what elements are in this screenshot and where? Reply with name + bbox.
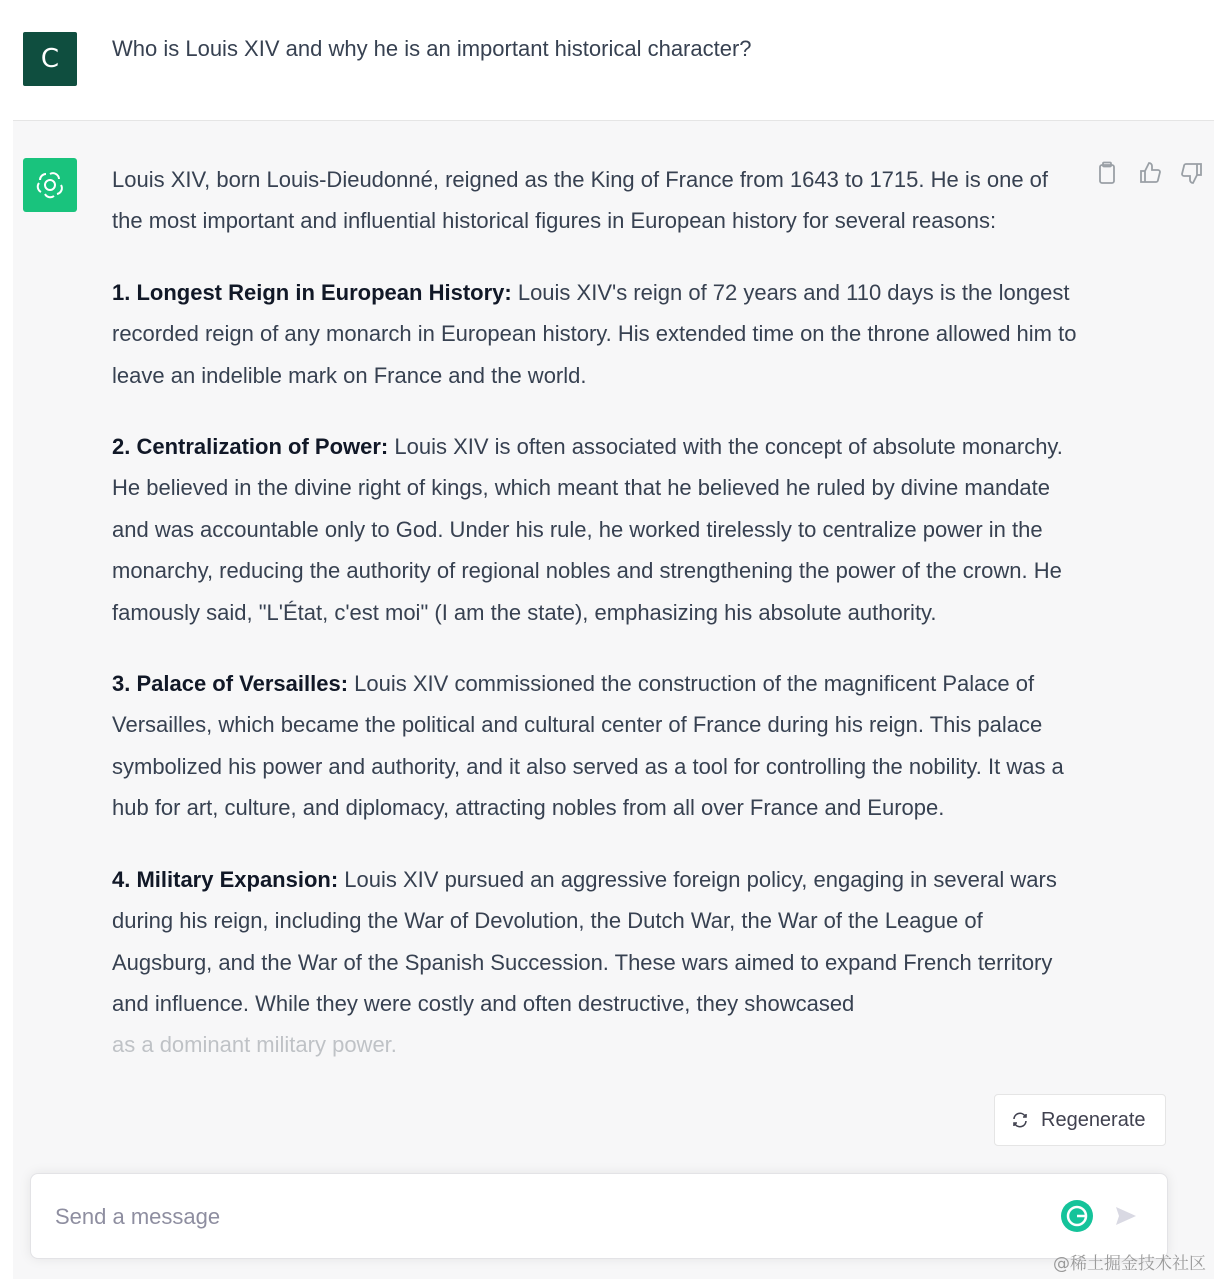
response-point [112, 272, 1082, 396]
assistant-response [112, 159, 1082, 1066]
refresh-icon [1011, 1111, 1029, 1129]
point-title: 2. Centralization of Power: [112, 434, 389, 460]
thumbs-up-icon[interactable] [1138, 161, 1164, 187]
point-text: Louis XIV commissioned the construction of the magnificent Palace of Versailles, which became the political and cultural center of France during his reign. This palace symbolized his power and authority, and it also served as a tool for controlling the nobility. It was a hub for art, culture, and diplomacy, attracting nobles from all over France and Europe. [112, 671, 1064, 821]
thumbs-down-icon[interactable] [1180, 161, 1206, 187]
assistant-message-row [13, 120, 1214, 1279]
message-input[interactable] [53, 1198, 1037, 1236]
message-actions [1096, 161, 1206, 187]
user-avatar: C [23, 32, 77, 86]
point-text: Louis XIV is often associated with the concept of absolute monarchy. He believed in the divine right of kings, which meant that he believed he ruled by divine mandate and was accountable only to God. Under his rule, he worked tirelessly to centralize power in the monarchy, reducing the authority of regional nobles and strengthening the power of the crown. He famously said, "L'État, c'est moi" (I am the state), emphasizing his absolute authority. [112, 434, 1063, 625]
site-watermark: @稀土掘金技术社区 [1053, 1254, 1206, 1274]
point-text: Louis XIV pursued an aggressive foreign policy, engaging in several wars during his reign, including the War of Devolution, the Dutch War, the War of the League of Augsburg, and the War of the Spanish Succession. These wars aimed to expand French territory and influence. While they were costly and often destructive, they showcased [112, 866, 1057, 1016]
send-icon[interactable] [1113, 1203, 1139, 1229]
response-point [112, 859, 1082, 1025]
response-point [112, 426, 1082, 633]
point-title: 3. Palace of Versailles: [112, 671, 349, 697]
point-title: 4. Military Expansion: [112, 866, 339, 892]
message-input-box[interactable] [30, 1173, 1168, 1259]
response-point [112, 663, 1082, 829]
chatgpt-logo-icon [23, 158, 77, 212]
grammarly-icon[interactable] [1061, 1200, 1093, 1232]
response-trailing-text: as a dominant military power. [112, 1032, 397, 1058]
point-text: Louis XIV's reign of 72 years and 110 days is the longest recorded reign of any monarch in European history. His extended time on the throne allowed him to leave an indelible mark on France and the world. [112, 279, 1077, 388]
response-intro: Louis XIV, born Louis-Dieudonné, reigned as the King of France from 1643 to 1715. He is one of the most important and influential historical figures in European history for several reasons: [112, 167, 1049, 234]
regenerate-button[interactable] [994, 1094, 1166, 1146]
user-message-row [13, 8, 1214, 120]
copy-clipboard-icon[interactable] [1096, 161, 1122, 187]
regenerate-label: Regenerate [1041, 1108, 1146, 1131]
point-title: 1. Longest Reign in European History: [112, 279, 512, 305]
user-question: Who is Louis XIV and why he is an important historical character? [112, 36, 752, 61]
